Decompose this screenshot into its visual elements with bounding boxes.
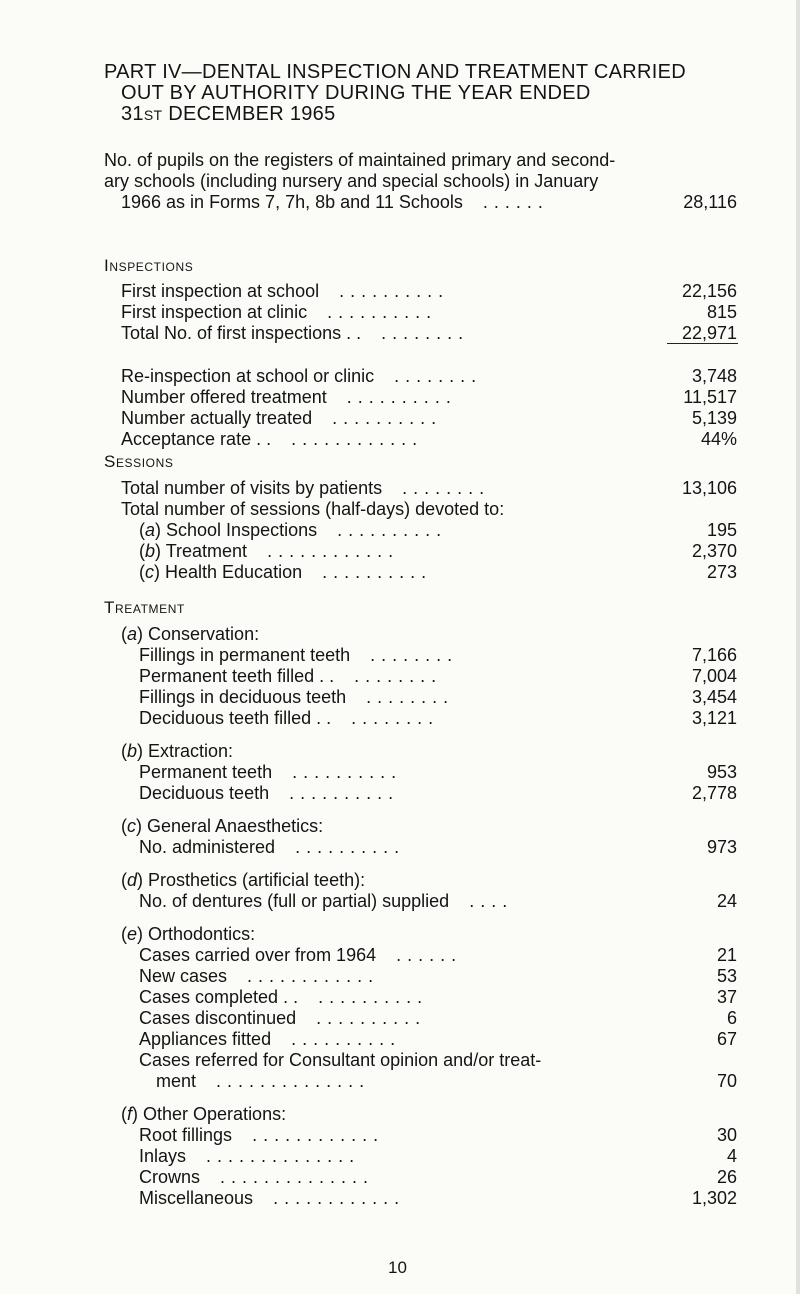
treatment-row-value: 30 [716, 1125, 737, 1145]
treatment-row [139, 1125, 737, 1146]
treatment-section-c-text: General Anaesthetics: [147, 816, 324, 836]
item-letter: c [145, 562, 154, 582]
item-letter: b [127, 741, 138, 761]
leader-dots: . . . . . . . . [354, 666, 437, 686]
treatment-row-label [139, 708, 434, 729]
treatment-row-value: 4 [726, 1146, 737, 1166]
treatment-section-b-label: (b) Extraction: [121, 741, 234, 761]
treatment-row-label [156, 1071, 365, 1092]
item-letter: e [127, 924, 138, 944]
treatment-row-text: Appliances fitted [139, 1029, 272, 1049]
treatment-row-value: 70 [716, 1071, 737, 1091]
title-date-suffix: st [143, 103, 163, 125]
treatment-row-text: Permanent teeth [139, 762, 273, 782]
treatment-row-label [139, 783, 394, 804]
title-line-1: PART IV—DENTAL INSPECTION AND TREATMENT CARRIED [104, 61, 686, 83]
half-days-row [121, 499, 737, 520]
treatment-row-label [139, 837, 400, 858]
leader-dots: . . . . . . . . [402, 478, 485, 498]
treatment-row-text: ment [156, 1071, 197, 1091]
treatment-section-d-text: Prosthetics (artificial teeth): [148, 870, 366, 890]
treatment-row [139, 783, 737, 804]
treatment-row-value: 953 [706, 762, 737, 782]
treatment-row [139, 891, 737, 912]
inspection-row-value: 11,517 [683, 387, 737, 407]
leader-dots: . . . . . . . . [394, 366, 477, 386]
session-row-value: 195 [706, 520, 737, 540]
treatment-row [139, 945, 737, 966]
treatment-row-text: Fillings in deciduous teeth [139, 687, 347, 707]
inspection-row [121, 408, 737, 429]
treatment-row-label [139, 1125, 379, 1146]
treatment-row-value: 7,166 [691, 645, 737, 665]
treatment-row [139, 645, 737, 666]
treatment-heading: Treatment [104, 598, 185, 617]
leader-dots: . . . . . . . . . . . . . . [216, 1071, 365, 1091]
treatment-section-e-text: Orthodontics: [148, 924, 256, 944]
treatment-section-c [121, 816, 737, 837]
treatment-row-value: 24 [716, 891, 737, 911]
treatment-row-value: 2,778 [691, 783, 737, 803]
treatment-section-f-text: Other Operations: [143, 1104, 287, 1124]
leader-dots: . . . . . . . . . . . . . . [220, 1167, 369, 1187]
intro-line-3 [104, 192, 744, 213]
leader-dots: . . . . . . . . [366, 687, 449, 707]
treatment-row-label [139, 1167, 369, 1188]
pupils-on-register-value: 28,116 [683, 192, 737, 212]
leader-dots: . . . . . . . . [381, 323, 464, 343]
treatment-row [139, 966, 737, 987]
item-letter: c [127, 816, 136, 836]
inspection-row [121, 387, 737, 408]
treatment-row [139, 1029, 737, 1050]
treatment-row-label [139, 1050, 541, 1071]
treatment-row [139, 987, 737, 1008]
treatment-section-d-label: (d) Prosthetics (artificial teeth): [121, 870, 366, 890]
treatment-row-label [139, 645, 453, 666]
treatment-row-label [139, 762, 397, 783]
treatment-row-text: New cases [139, 966, 228, 986]
session-row [139, 520, 737, 541]
treatment-row-value: 973 [706, 837, 737, 857]
treatment-row [139, 837, 737, 858]
treatment-row-text: Crowns [139, 1167, 201, 1187]
leader-dots: . . . . . . . . . . . . [252, 1125, 379, 1145]
leader-dots: . . . . . . . . . . [291, 1029, 396, 1049]
treatment-row [139, 762, 737, 783]
leader-dots: . . . . . . . . . . [339, 281, 444, 301]
treatment-row-text: Root fillings [139, 1125, 233, 1145]
leader-dots: . . . . . . . . . . . . [291, 429, 418, 449]
treatment-row-value: 6 [726, 1008, 737, 1028]
title-line-3 [104, 104, 764, 125]
treatment-row [139, 708, 737, 729]
inspection-row [121, 323, 737, 344]
session-row-label: (c) Health Education . . . . . . . . . . [139, 562, 427, 582]
pupils-on-register-paragraph [104, 150, 744, 213]
treatment-row-value: 3,121 [691, 708, 737, 728]
treatment-row-value: 3,454 [691, 687, 737, 707]
item-letter: f [127, 1104, 133, 1124]
leader-dots: . . . . . . . . . . . . . . [206, 1146, 355, 1166]
treatment-section-d [121, 870, 737, 891]
treatment-row [139, 1050, 737, 1071]
treatment-row-text: Permanent teeth filled . . [139, 666, 335, 686]
sessions-heading: Sessions [104, 452, 174, 471]
treatment-row-text: Deciduous teeth [139, 783, 270, 803]
session-row-value: 2,370 [691, 541, 737, 561]
treatment-row [139, 1008, 737, 1029]
treatment-row-label [139, 987, 423, 1008]
treatment-row-label [139, 1188, 400, 1209]
session-row-label: (a) School Inspections . . . . . . . . . . [139, 520, 442, 540]
treatment-row-text: Cases referred for Consultant opinion and/or treat- [139, 1050, 542, 1070]
treatment-row [156, 1071, 737, 1092]
treatment-row-text: Fillings in permanent teeth [139, 645, 351, 665]
leader-dots: . . . . . . . . . . [318, 987, 423, 1007]
treatment-row [139, 1188, 737, 1209]
inspection-row-text: Number actually treated [121, 408, 313, 428]
treatment-row-text: No. administered [139, 837, 276, 857]
treatment-row-label [139, 1146, 355, 1167]
leader-dots: . . . . . . . . . . [322, 562, 427, 582]
intro-line-1: No. of pupils on the registers of maintained primary and second- [104, 150, 616, 170]
treatment-row [139, 1146, 737, 1167]
session-row-text: School Inspections [166, 520, 318, 540]
inspection-row [121, 366, 737, 387]
treatment-section-a-label: (a) Conservation: [121, 624, 260, 644]
leader-dots: . . . . . . . . . . [327, 302, 432, 322]
item-letter: b [145, 541, 156, 561]
treatment-section-e-label: (e) Orthodontics: [121, 924, 256, 944]
treatment-row-value: 7,004 [691, 666, 737, 686]
treatment-row-text: Cases discontinued [139, 1008, 297, 1028]
half-days-label: Total number of sessions (half-days) devoted to: [121, 499, 505, 519]
treatment-row-label [139, 687, 449, 708]
title-date-day: 31 [121, 103, 144, 125]
inspection-row-text: Acceptance rate . . [121, 429, 272, 449]
treatment-row-label [139, 1008, 421, 1029]
session-row-text: Health Education [165, 562, 303, 582]
visits-row [121, 478, 737, 499]
treatment-row-value: 53 [716, 966, 737, 986]
leader-dots: . . . . . . . . . . [346, 387, 452, 407]
inspection-row-label [121, 281, 444, 302]
treatment-row [139, 1167, 737, 1188]
leader-dots: . . . . . . . . . . [332, 408, 437, 428]
session-row-label: (b) Treatment . . . . . . . . . . . . [139, 541, 394, 561]
inspection-row-text: Total No. of first inspections . . [121, 323, 362, 343]
inspection-row [121, 281, 737, 302]
title-line-2: OUT BY AUTHORITY DURING THE YEAR ENDED [121, 82, 591, 104]
treatment-section-a [121, 624, 737, 645]
visits-value: 13,106 [681, 478, 737, 498]
treatment-section-e [121, 924, 737, 945]
item-letter: a [145, 520, 156, 540]
leader-dots: . . . . . . . . . . [292, 762, 397, 782]
session-row-text: Treatment [165, 541, 248, 561]
leader-dots: . . . . . . . . . . [295, 837, 400, 857]
inspection-row-label [121, 429, 418, 450]
inspection-row-value: 5,139 [691, 408, 737, 428]
inspection-row-text: Re-inspection at school or clinic [121, 366, 375, 386]
treatment-row-value: 1,302 [691, 1188, 737, 1208]
treatment-row-value: 21 [716, 945, 737, 965]
treatment-section-a-text: Conservation: [148, 624, 260, 644]
visits-label [121, 478, 485, 499]
treatment-row-text: No. of dentures (full or partial) supplied [139, 891, 450, 911]
treatment-row-label [139, 891, 508, 912]
treatment-row-label [139, 666, 437, 687]
treatment-row-value: 26 [716, 1167, 737, 1187]
title-date-rest: DECEMBER 1965 [162, 103, 336, 125]
inspection-row-label [121, 366, 477, 387]
page-number: 10 [388, 1258, 407, 1277]
inspection-row-text: Number offered treatment [121, 387, 327, 407]
treatment-row-label [139, 966, 374, 987]
treatment-row-label [139, 1029, 396, 1050]
total-rule [667, 343, 738, 344]
treatment-row [139, 687, 737, 708]
inspection-row [121, 429, 737, 450]
inspection-row-value: 3,748 [691, 366, 737, 386]
inspection-row-label [121, 408, 437, 429]
inspection-row-value: 22,156 [681, 281, 737, 301]
treatment-section-f-label: (f) Other Operations: [121, 1104, 287, 1124]
treatment-row-text: Cases carried over from 1964 [139, 945, 377, 965]
leader-dots: . . . . . . . . . . . . [247, 966, 374, 986]
leader-dots: . . . . . . [482, 192, 544, 212]
leader-dots: . . . . . . [396, 945, 457, 965]
inspection-row-label [121, 387, 451, 408]
intro-line-2: ary schools (including nursery and special schools) in January [104, 171, 599, 191]
item-letter: d [127, 870, 138, 890]
inspections-heading: Inspections [104, 256, 194, 275]
leader-dots: . . . . . . . . . . . . [267, 541, 394, 561]
treatment-section-c-label: (c) General Anaesthetics: [121, 816, 324, 836]
treatment-row-text: Deciduous teeth filled . . [139, 708, 332, 728]
leader-dots: . . . . . . . . . . [289, 783, 394, 803]
session-row [139, 562, 737, 583]
treatment-row-text: Cases completed . . [139, 987, 299, 1007]
inspection-row-label [121, 323, 464, 344]
treatment-row [139, 666, 737, 687]
treatment-row-value: 67 [716, 1029, 737, 1049]
page-edge [796, 0, 800, 1294]
inspection-row [121, 302, 737, 323]
inspection-row-value: 44% [700, 429, 737, 449]
leader-dots: . . . . . . . . [370, 645, 453, 665]
treatment-section-f [121, 1104, 737, 1125]
treatment-section-b [121, 741, 737, 762]
leader-dots: . . . . . . . . . . . . [273, 1188, 400, 1208]
treatment-row-value: 37 [716, 987, 737, 1007]
leader-dots: . . . . . . . . [351, 708, 434, 728]
inspection-row-label [121, 302, 432, 323]
visits-label-text: Total number of visits by patients [121, 478, 383, 498]
leader-dots: . . . . [469, 891, 508, 911]
inspection-row-value: 815 [706, 302, 737, 322]
session-row-value: 273 [706, 562, 737, 582]
treatment-row-label [139, 945, 457, 966]
item-letter: a [127, 624, 138, 644]
page-title [104, 62, 764, 125]
treatment-section-b-text: Extraction: [148, 741, 234, 761]
leader-dots: . . . . . . . . . . [337, 520, 442, 540]
inspection-row-text: First inspection at clinic [121, 302, 308, 322]
intro-line-3-text: 1966 as in Forms 7, 7h, 8b and 11 Schools [121, 192, 463, 212]
inspection-row-value: 22,971 [681, 323, 737, 343]
treatment-row-text: Inlays [139, 1146, 187, 1166]
leader-dots: . . . . . . . . . . [316, 1008, 421, 1028]
treatment-row-text: Miscellaneous [139, 1188, 254, 1208]
inspection-row-text: First inspection at school [121, 281, 320, 301]
session-row [139, 541, 737, 562]
